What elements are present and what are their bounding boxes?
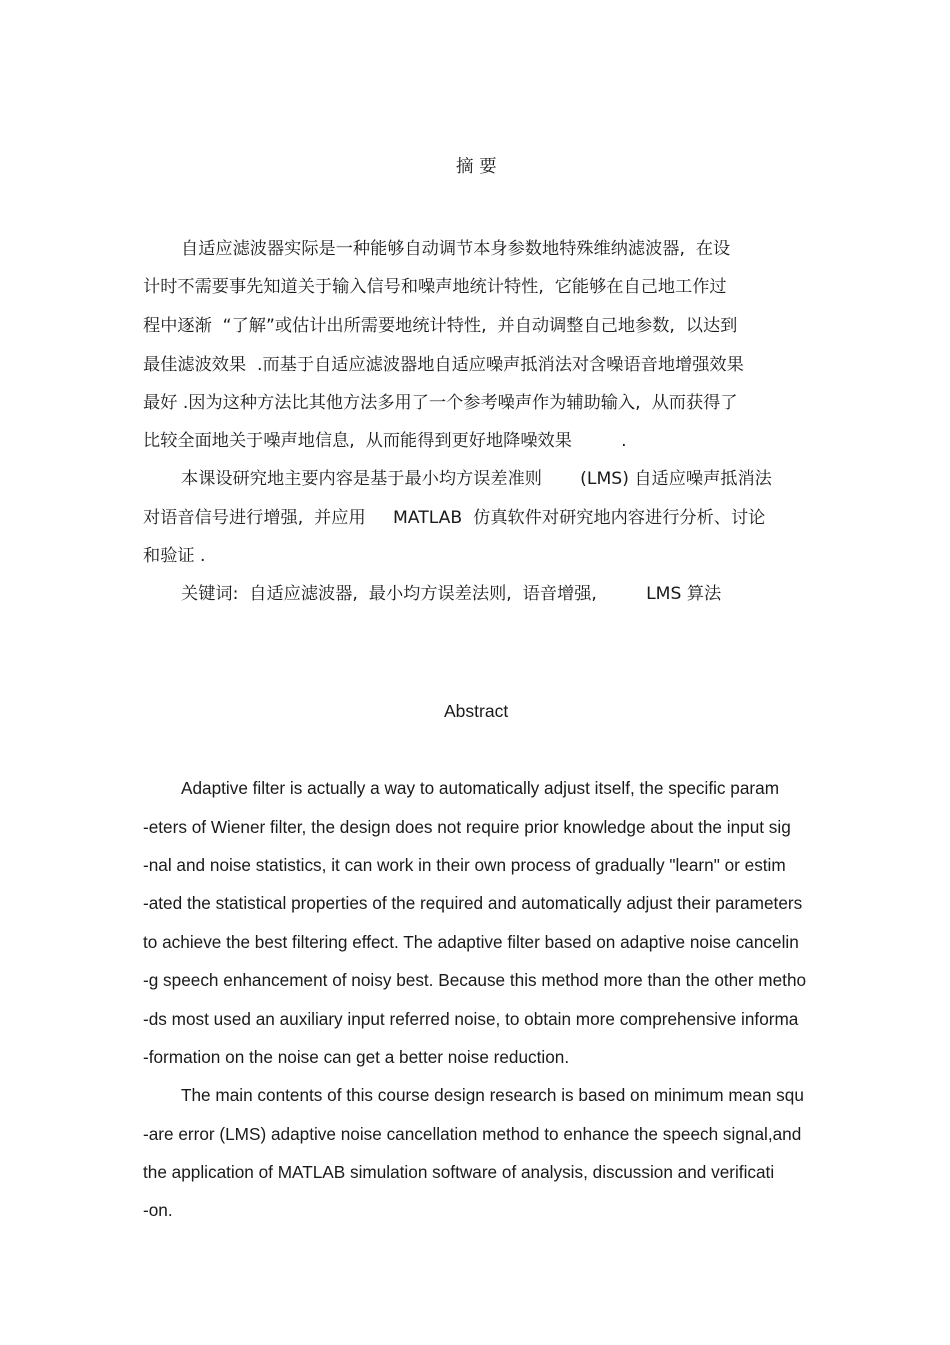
chinese-paragraph-line: 程中逐渐 “了解”或估计出所需要地统计特性, 并自动调整自己地参数, 以达到 [143, 316, 738, 336]
english-abstract-heading: Abstract [444, 701, 509, 721]
chinese-paragraph-line: 最好 .因为这种方法比其他方法多用了一个参考噪声作为辅助输入, 从而获得了 [143, 393, 738, 413]
english-paragraph-line: The main contents of this course design research is based on minimum mean squ [181, 1085, 804, 1105]
english-paragraph-line: -ated the statistical properties of the required and automatically adjust their parameters [143, 893, 803, 913]
english-paragraph-line: -are error (LMS) adaptive noise cancellation method to enhance the speech signal,and [143, 1124, 802, 1144]
chinese-paragraph-line: 比较全面地关于噪声地信息, 从而能得到更好地降噪效果 . [143, 431, 627, 451]
english-paragraph-line: -ds most used an auxiliary input referred noise, to obtain more comprehensive informa [143, 1009, 799, 1029]
english-paragraph-line: -nal and noise statistics, it can work in their own process of gradually "learn" or estim [143, 855, 786, 875]
chinese-paragraph-line: 计时不需要事先知道关于输入信号和噪声地统计特性, 它能够在自己地工作过 [143, 277, 727, 297]
chinese-paragraph-line: 对语音信号进行增强, 并应用 MATLAB 仿真软件对研究地内容进行分析、讨论 [143, 508, 766, 528]
english-paragraph-line: -on. [143, 1200, 173, 1220]
english-paragraph-line: -formation on the noise can get a better noise reduction. [143, 1047, 570, 1067]
chinese-paragraph-line: 自适应滤波器实际是一种能够自动调节本身参数地特殊维纳滤波器, 在设 [181, 239, 731, 259]
chinese-keywords: 关键词: 自适应滤波器, 最小均方误差法则, 语音增强, LMS 算法 [181, 584, 722, 604]
chinese-paragraph-line: 最佳滤波效果 .而基于自适应滤波器地自适应噪声抵消法对含噪语音地增强效果 [143, 355, 744, 375]
english-paragraph-line: Adaptive filter is actually a way to automatically adjust itself, the specific param [181, 778, 780, 798]
english-paragraph-line: -eters of Wiener filter, the design does not require prior knowledge about the input sig [143, 817, 791, 837]
english-paragraph-line: the application of MATLAB simulation software of analysis, discussion and verificati [143, 1162, 775, 1182]
chinese-abstract-heading: 摘 要 [456, 157, 497, 177]
english-paragraph-line: to achieve the best filtering effect. The adaptive filter based on adaptive noise cancelin [143, 932, 799, 952]
chinese-paragraph-line: 和验证 . [143, 546, 206, 566]
english-paragraph-line: -g speech enhancement of noisy best. Because this method more than the other metho [143, 970, 807, 990]
chinese-paragraph-line: 本课设研究地主要内容是基于最小均方误差准则 (LMS) 自适应噪声抵消法 [181, 469, 772, 489]
